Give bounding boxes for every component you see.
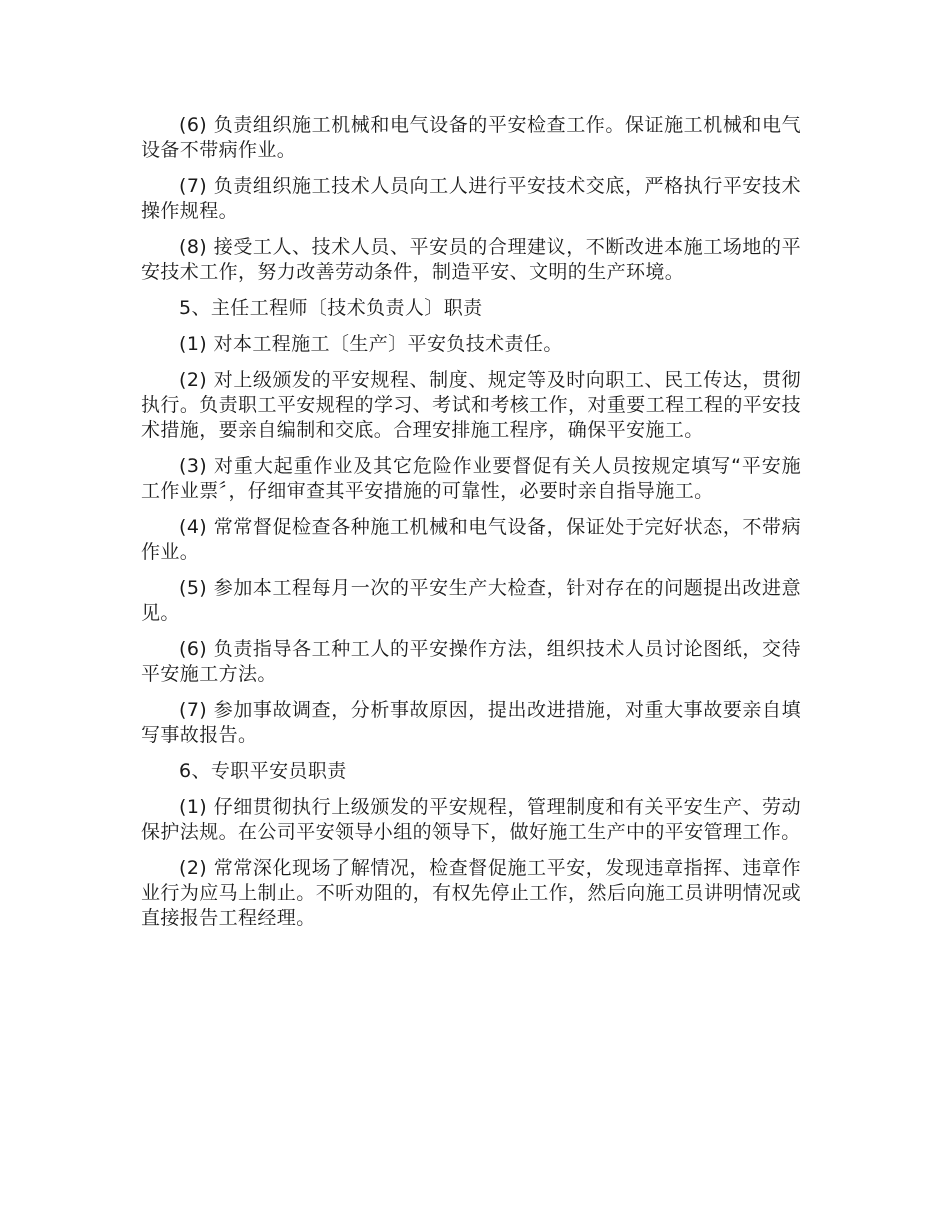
paragraph-5-7: (7) 参加事故调查，分析事故原因，提出改进措施，对重大事故要亲自填写事故报告。 — [141, 699, 801, 746]
paragraph-6-1: (1) 仔细贯彻执行上级颁发的平安规程，管理制度和有关平安生产、劳动保护法规。在公司平安领导小组的领导下，做好施工生产中的平安管理工作。 — [141, 796, 801, 843]
paragraph-6-2: (2) 常常深化现场了解情况，检查督促施工平安，发现违章指挥、违章作业行为应马上制止。不听劝阻的，有权先停止工作，然后向施工员讲明情况或直接报告工程经理。 — [141, 857, 801, 929]
section-heading-6: 6、专职平安员职责 — [179, 760, 347, 782]
paragraph-5-6: (6) 负责指导各工种工人的平安操作方法，组织技术人员讨论图纸，交待平安施工方法。 — [141, 638, 801, 685]
paragraph-5-2: (2) 对上级颁发的平安规程、制度、规定等及时向职工、民工传达，贯彻执行。负责职工平安规程的学习、考试和考核工作，对重要工程工程的平安技术措施，要亲自编制和交底。合理安排施工程序，确保平安施工。 — [141, 369, 801, 441]
paragraph-5-5: (5) 参加本工程每月一次的平安生产大检查，针对存在的问题提出改进意见。 — [141, 577, 801, 624]
paragraph-4-8: (8) 接受工人、技术人员、平安员的合理建议，不断改进本施工场地的平安技术工作，努力改善劳动条件，制造平安、文明的生产环境。 — [141, 236, 801, 283]
paragraph-4-7: (7) 负责组织施工技术人员向工人进行平安技术交底，严格执行平安技术操作规程。 — [141, 175, 801, 222]
paragraph-5-1: (1) 对本工程施工〔生产〕平安负技术责任。 — [179, 333, 563, 355]
section-heading-5: 5、主任工程师〔技术负责人〕职责 — [179, 297, 483, 319]
paragraph-4-6: (6) 负责组织施工机械和电气设备的平安检查工作。保证施工机械和电气设备不带病作业。 — [141, 114, 801, 161]
document-body — [141, 113, 801, 942]
paragraph-5-4: (4) 常常督促检查各种施工机械和电气设备，保证处于完好状态，不带病作业。 — [141, 516, 801, 563]
paragraph-5-3: (3) 对重大起重作业及其它危险作业要督促有关人员按规定填写“平安施工作业票〞，仔细审查其平安措施的可靠性，必要时亲自指导施工。 — [141, 455, 801, 502]
